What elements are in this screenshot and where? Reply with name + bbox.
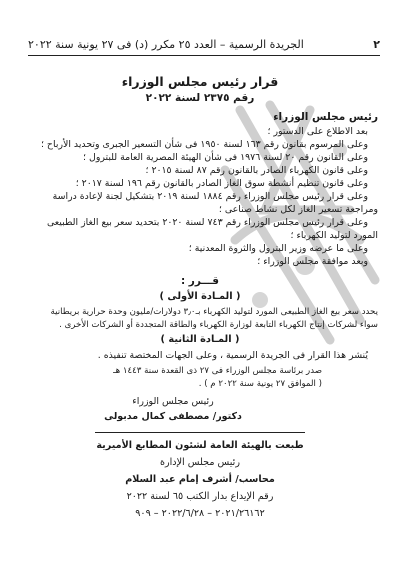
deposit-number: رقم الإيداع بدار الكتب ٦٥ لسنة ٢٠٢٢ xyxy=(126,491,274,502)
decree-issuer: رئيس مجلس الوزراء xyxy=(273,111,378,123)
issued-line: ( الموافق ٢٧ يونية سنة ٢٠٢٢ م ) . xyxy=(198,379,322,389)
article-2-line: يُنشر هذا القرار فى الجريدة الرسمية ، وعلى الجهات المختصة تنفيذه . xyxy=(97,350,368,361)
header-rule xyxy=(28,55,380,56)
preamble-line: وعلى قرار رئيس مجلس الوزراء رقم ٧٤٣ لسنة ٢٠٢٠ بتحديد سعر بيع الغاز الطبيعى xyxy=(46,217,368,228)
decree-title: قرار رئيس مجلس الوزراء xyxy=(121,74,279,89)
decree-number: رقم ٢٣٧٥ لسنة ٢٠٢٢ xyxy=(145,92,255,104)
decides-heading: قـــرر : xyxy=(180,275,220,287)
accountant-name: محاسب/ أشرف إمام عبد السلام xyxy=(125,474,275,485)
preamble-line: وعلى ما عرضه وزير البترول والثروة المعدنية ؛ xyxy=(188,243,368,254)
issued-line: صدر برئاسة مجلس الوزراء فى ٢٧ ذى القعدة سنة ١٤٤٣ هـ xyxy=(113,366,322,376)
preamble-line: ومراجعة تسعير الغاز لكل نشاط صناعى ؛ xyxy=(218,204,378,215)
article-1-line: سواء لشركات إنتاج الكهرباء التابعة لوزارة الكهرباء والطاقة المتجددة أو الشركات الأخرى . xyxy=(59,320,378,330)
page-header xyxy=(28,38,380,51)
issue-line: الجريدة الرسمية – العدد ٢٥ مكرر (د) فى ٢٧ يونية سنة ٢٠٢٢ xyxy=(28,38,304,51)
board-chair: رئيس مجلس الإدارة xyxy=(159,457,240,468)
signature-name: دكتور/ مصطفى كمال مدبولى xyxy=(104,411,242,422)
signature-title: رئيس مجلس الوزراء xyxy=(132,396,214,407)
preamble-line: وعلى القانون رقم ٢٠ لسنة ١٩٧٦ فى شأن الهيئة المصرية العامة للبترول ؛ xyxy=(83,152,368,163)
preamble-line: وعلى المرسوم بقانون رقم ١٦٣ لسنة ١٩٥٠ فى شأن التسعير الجبرى وتحديد الأرباح ؛ xyxy=(40,139,368,150)
article-1-line: يحدد سعر بيع الغاز الطبيعى المورد لتوليد الكهرباء بـ٣٫٠ دولارات/مليون وحدة حرارية بريطانية xyxy=(50,307,378,317)
article-2-heading: ( المـادة الثانية ) xyxy=(160,334,240,345)
preamble-line: بعد الاطلاع على الدستور ؛ xyxy=(267,126,368,137)
printer-line: طبعت بالهيئة العامة لشئون المطابع الأميرية xyxy=(96,440,304,451)
article-1-heading: ( المـادة الأولى ) xyxy=(159,291,241,302)
page-number: ٢ xyxy=(373,38,380,51)
footer-rule xyxy=(95,432,305,433)
preamble-line: وبعد موافقة مجلس الوزراء ؛ xyxy=(257,256,368,267)
preamble-line: وعلى قانون الكهرباء الصادر بالقانون رقم ٨٧ لسنة ٢٠١٥ ؛ xyxy=(145,165,368,176)
preamble-line: وعلى قانون تنظيم أنشطة سوق الغاز الصادر بالقانون رقم ١٩٦ لسنة ٢٠١٧ ؛ xyxy=(75,178,368,189)
preamble-line: وعلى قرار رئيس مجلس الوزراء رقم ١٨٨٤ لسنة ٢٠١٩ بتشكيل لجنة لإعادة دراسة xyxy=(52,191,368,202)
serial-number: ٢٠٢١/٢٦١٦٢ – ٢٠٢٢/٦/٢٨ – ٩٠٩ xyxy=(135,508,265,519)
preamble-line: المورد لتوليد الكهرباء ؛ xyxy=(290,230,378,241)
